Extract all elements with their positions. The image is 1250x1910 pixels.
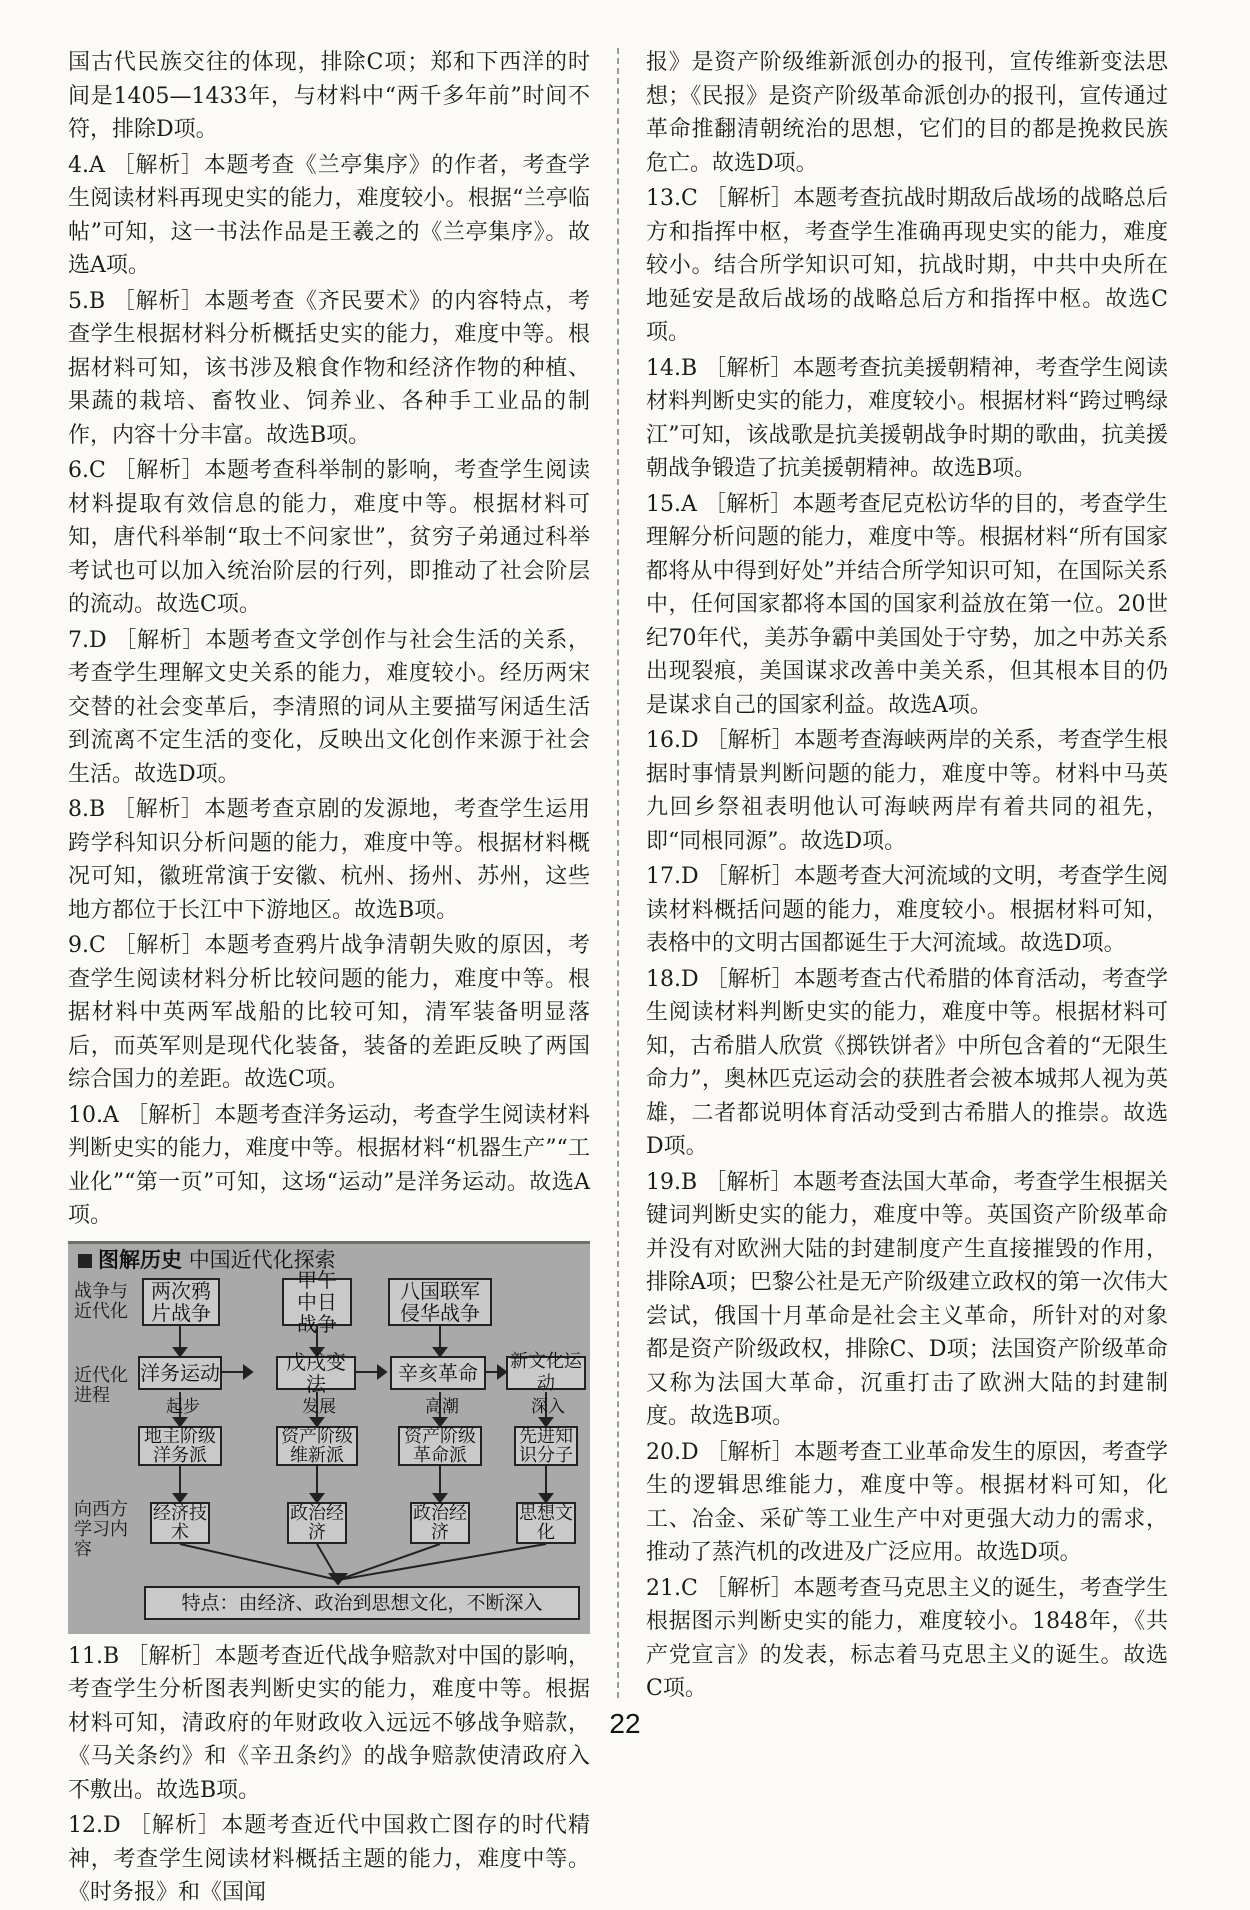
movement-box-westernization: 洋务运动 [138,1356,222,1390]
war-box-eight-nation: 八国联军侵华战争 [388,1278,492,1326]
answer-item-21: 21.C ［解析］本题考查马克思主义的诞生，考查学生根据图示判断史实的能力，难度较小。1848年，《共产党宣言》的发表，标志着马克思主义的诞生。故选C项。 [646,1575,1168,1701]
actor-box-landlord: 地主阶级洋务派 [138,1426,222,1466]
row-label-process: 近代化 进程 [74,1364,128,1406]
stage-label-deepen: 深入 [531,1396,565,1417]
square-bullet-icon [78,1254,92,1268]
answer-item-20: 20.D ［解析］本题考查工业革命发生的原因，考查学生的逻辑思维能力，难度中等。根据材料可知，化工、冶金、采矿等工业生产中对更强大动力的需求，推动了蒸汽机的改进及广泛应用。故选D项。 [646,1439,1168,1565]
column-divider [617,48,619,1698]
answer-item-13: 13.C ［解析］本题考查抗战时期敌后战场的战略总后方和指挥中枢，考查学生准确再现史实的能力，难度较小。结合所学知识可知，抗战时期，中共中央所在地延安是敌后战场的战略总后方和指挥中枢。故选C项。 [646,186,1168,345]
answer-item-14: 14.B ［解析］本题考查抗美援朝精神，考查学生阅读材料判断史实的能力，难度较小。根据材料“跨过鸭绿江”可知，该战歌是抗美援朝战争时期的歌曲，抗美援朝战争锻造了抗美援朝精神。故选B项。 [646,355,1168,481]
content-box-thought-culture: 思想文化 [516,1502,576,1544]
answer-continuation-12: 报》是资产阶级维新派创办的报刊，宣传维新变法思想；《民报》是资产阶级革命派创办的报刊，宣传通过革命推翻清朝统治的思想，它们的目的都是挽救民族危亡。故选D项。 [646,50,1168,176]
answer-item-6: 6.C ［解析］本题考查科举制的影响，考查学生阅读材料提取有效信息的能力，难度中等。根据材料可知，唐代科举制“取士不问家世”，贫穷子弟通过科举考试也可以加入统治阶层的行列，即推动了社会阶层的流动。故选C项。 [68,458,590,617]
row-label-learn: 向西方 学习内 容 [74,1498,128,1560]
answer-item-11: 11.B ［解析］本题考查近代战争赔款对中国的影响，考查学生分析图表判断史实的能力，难度中等。根据材料可知，清政府的年财政收入远远不够战争赔款，《马关条约》和《辛丑条约》的战争赔款使清政府入不敷出。故选B项。 [68,1643,590,1803]
left-column [68,46,590,1910]
history-diagram [68,1241,590,1634]
right-column [646,46,1168,1706]
war-box-opium: 两次鸦片战争 [142,1278,220,1326]
answer-item-17: 17.D ［解析］本题考查大河流域的文明，考查学生阅读材料概括问题的能力，难度较小。根据材料可知，表格中的文明古国都诞生于大河流域。故选D项。 [646,864,1168,956]
answer-item-7: 7.D ［解析］本题考查文学创作与社会生活的关系，考查学生理解文史关系的能力，难度较小。经历两宋交替的社会变革后，李清照的词从主要描写闲适生活到流离不定生活的变化，反映出文化创作来源于社会生活。故选D项。 [68,627,590,787]
content-box-politics-economy-1: 政治经济 [287,1502,347,1544]
actor-box-reformists: 资产阶级维新派 [276,1426,358,1466]
summary-box: 特点：由经济、政治到思想文化，不断深入 [144,1586,580,1620]
diagram-title: 图解历史 中国近代化探索 [78,1248,336,1272]
answer-item-16: 16.D ［解析］本题考查海峡两岸的关系，考查学生根据时事情景判断问题的能力，难度中等。材料中马英九回乡祭祖表明他认可海峡两岸有着共同的祖先，即“同根同源”。故选D项。 [646,728,1168,854]
answer-item-12: 12.D ［解析］本题考查近代中国救亡图存的时代精神，考查学生阅读材料概括主题的能力，难度中等。《时务报》和《国闻 [68,1813,590,1905]
answer-item-5: 5.B ［解析］本题考查《齐民要术》的内容特点，考查学生根据材料分析概括史实的能力，难度中等。根据材料可知，该书涉及粮食作物和经济作物的种植、果蔬的栽培、畜牧业、饲养业、各种手工业品的制作，内容十分丰富。故选B项。 [68,288,590,448]
stage-label-develop: 发展 [302,1396,336,1417]
actor-box-revolutionaries: 资产阶级革命派 [398,1426,482,1466]
answer-item-9: 9.C ［解析］本题考查鸦片战争清朝失败的原因，考查学生阅读材料分析比较问题的能力，难度中等。根据材料中英两军战船的比较可知，清军装备明显落后，而英军则是现代化装备，装备的差距反映了两国综合国力的差距。故选C项。 [68,933,590,1092]
movement-box-revolution: 辛亥革命 [390,1356,486,1390]
answer-item-4: 4.A ［解析］本题考查《兰亭集序》的作者，考查学生阅读材料再现史实的能力，难度较小。根据“兰亭临帖”可知，这一书法作品是王羲之的《兰亭集序》。故选A项。 [68,152,590,278]
content-box-economy-tech: 经济技术 [150,1502,210,1544]
row-label-war: 战争与 近代化 [74,1280,128,1322]
answer-item-19: 19.B ［解析］本题考查法国大革命，考查学生根据关键词判断史实的能力，难度中等。英国资产阶级革命并没有对欧洲大陆的封建制度产生直接摧毁的作用，排除A项；巴黎公社是无产阶级建立政权的第一次伟大尝试，俄国十月革命是社会主义革命，所针对的对象都是资产阶级政权，排除C、D项；法国资产阶级革命又称为法国大革命，沉重打击了欧洲大陆的封建制度。故选B项。 [646,1169,1168,1429]
content-box-politics-economy-2: 政治经济 [410,1502,470,1544]
answer-item-18: 18.D ［解析］本题考查古代希腊的体育活动，考查学生阅读材料判断史实的能力，难度中等。根据材料可知，古希腊人欣赏《掷铁饼者》中所包含着的“无限生命力”，奥林匹克运动会的获胜者会被本城邦人视为英雄，二者都说明体育活动受到古希腊人的推崇。故选D项。 [646,966,1168,1159]
movement-box-reform: 戊戌变法 [276,1356,356,1390]
answer-item-10: 10.A ［解析］本题考查洋务运动，考查学生阅读材料判断史实的能力，难度中等。根据材料“机器生产”“工业化”“第一页”可知，这场“运动”是洋务运动。故选A项。 [68,1102,590,1228]
stage-label-start: 起步 [166,1396,200,1417]
actor-box-intellectuals: 先进知识分子 [514,1426,578,1466]
answer-continuation: 国古代民族交往的体现，排除C项；郑和下西洋的时间是1405—1433年，与材料中“两千多年前”时间不符，排除D项。 [68,50,590,142]
page-number: 22 [609,1708,641,1739]
answer-item-15: 15.A ［解析］本题考查尼克松访华的目的，考查学生理解分析问题的能力，难度中等。根据材料“所有国家都将从中得到好处”并结合所学知识可知，在国际关系中，任何国家都将本国的国家利益放在第一位。20世纪70年代，美苏争霸中美国处于守势，加之中苏关系出现裂痕，美国谋求改善中美关系，但其根本目的仍是谋求自己的国家利益。故选A项。 [646,491,1168,718]
war-box-sino-japanese: 甲午中日战争 [282,1278,352,1326]
stage-label-climax: 高潮 [425,1396,459,1417]
answer-item-8: 8.B ［解析］本题考查京剧的发源地，考查学生运用跨学科知识分析问题的能力，难度中等。根据材料概况可知，徽班常演于安徽、杭州、扬州、苏州，这些地方都位于长江中下游地区。故选B项。 [68,797,590,923]
movement-box-new-culture: 新文化运动 [506,1356,586,1390]
